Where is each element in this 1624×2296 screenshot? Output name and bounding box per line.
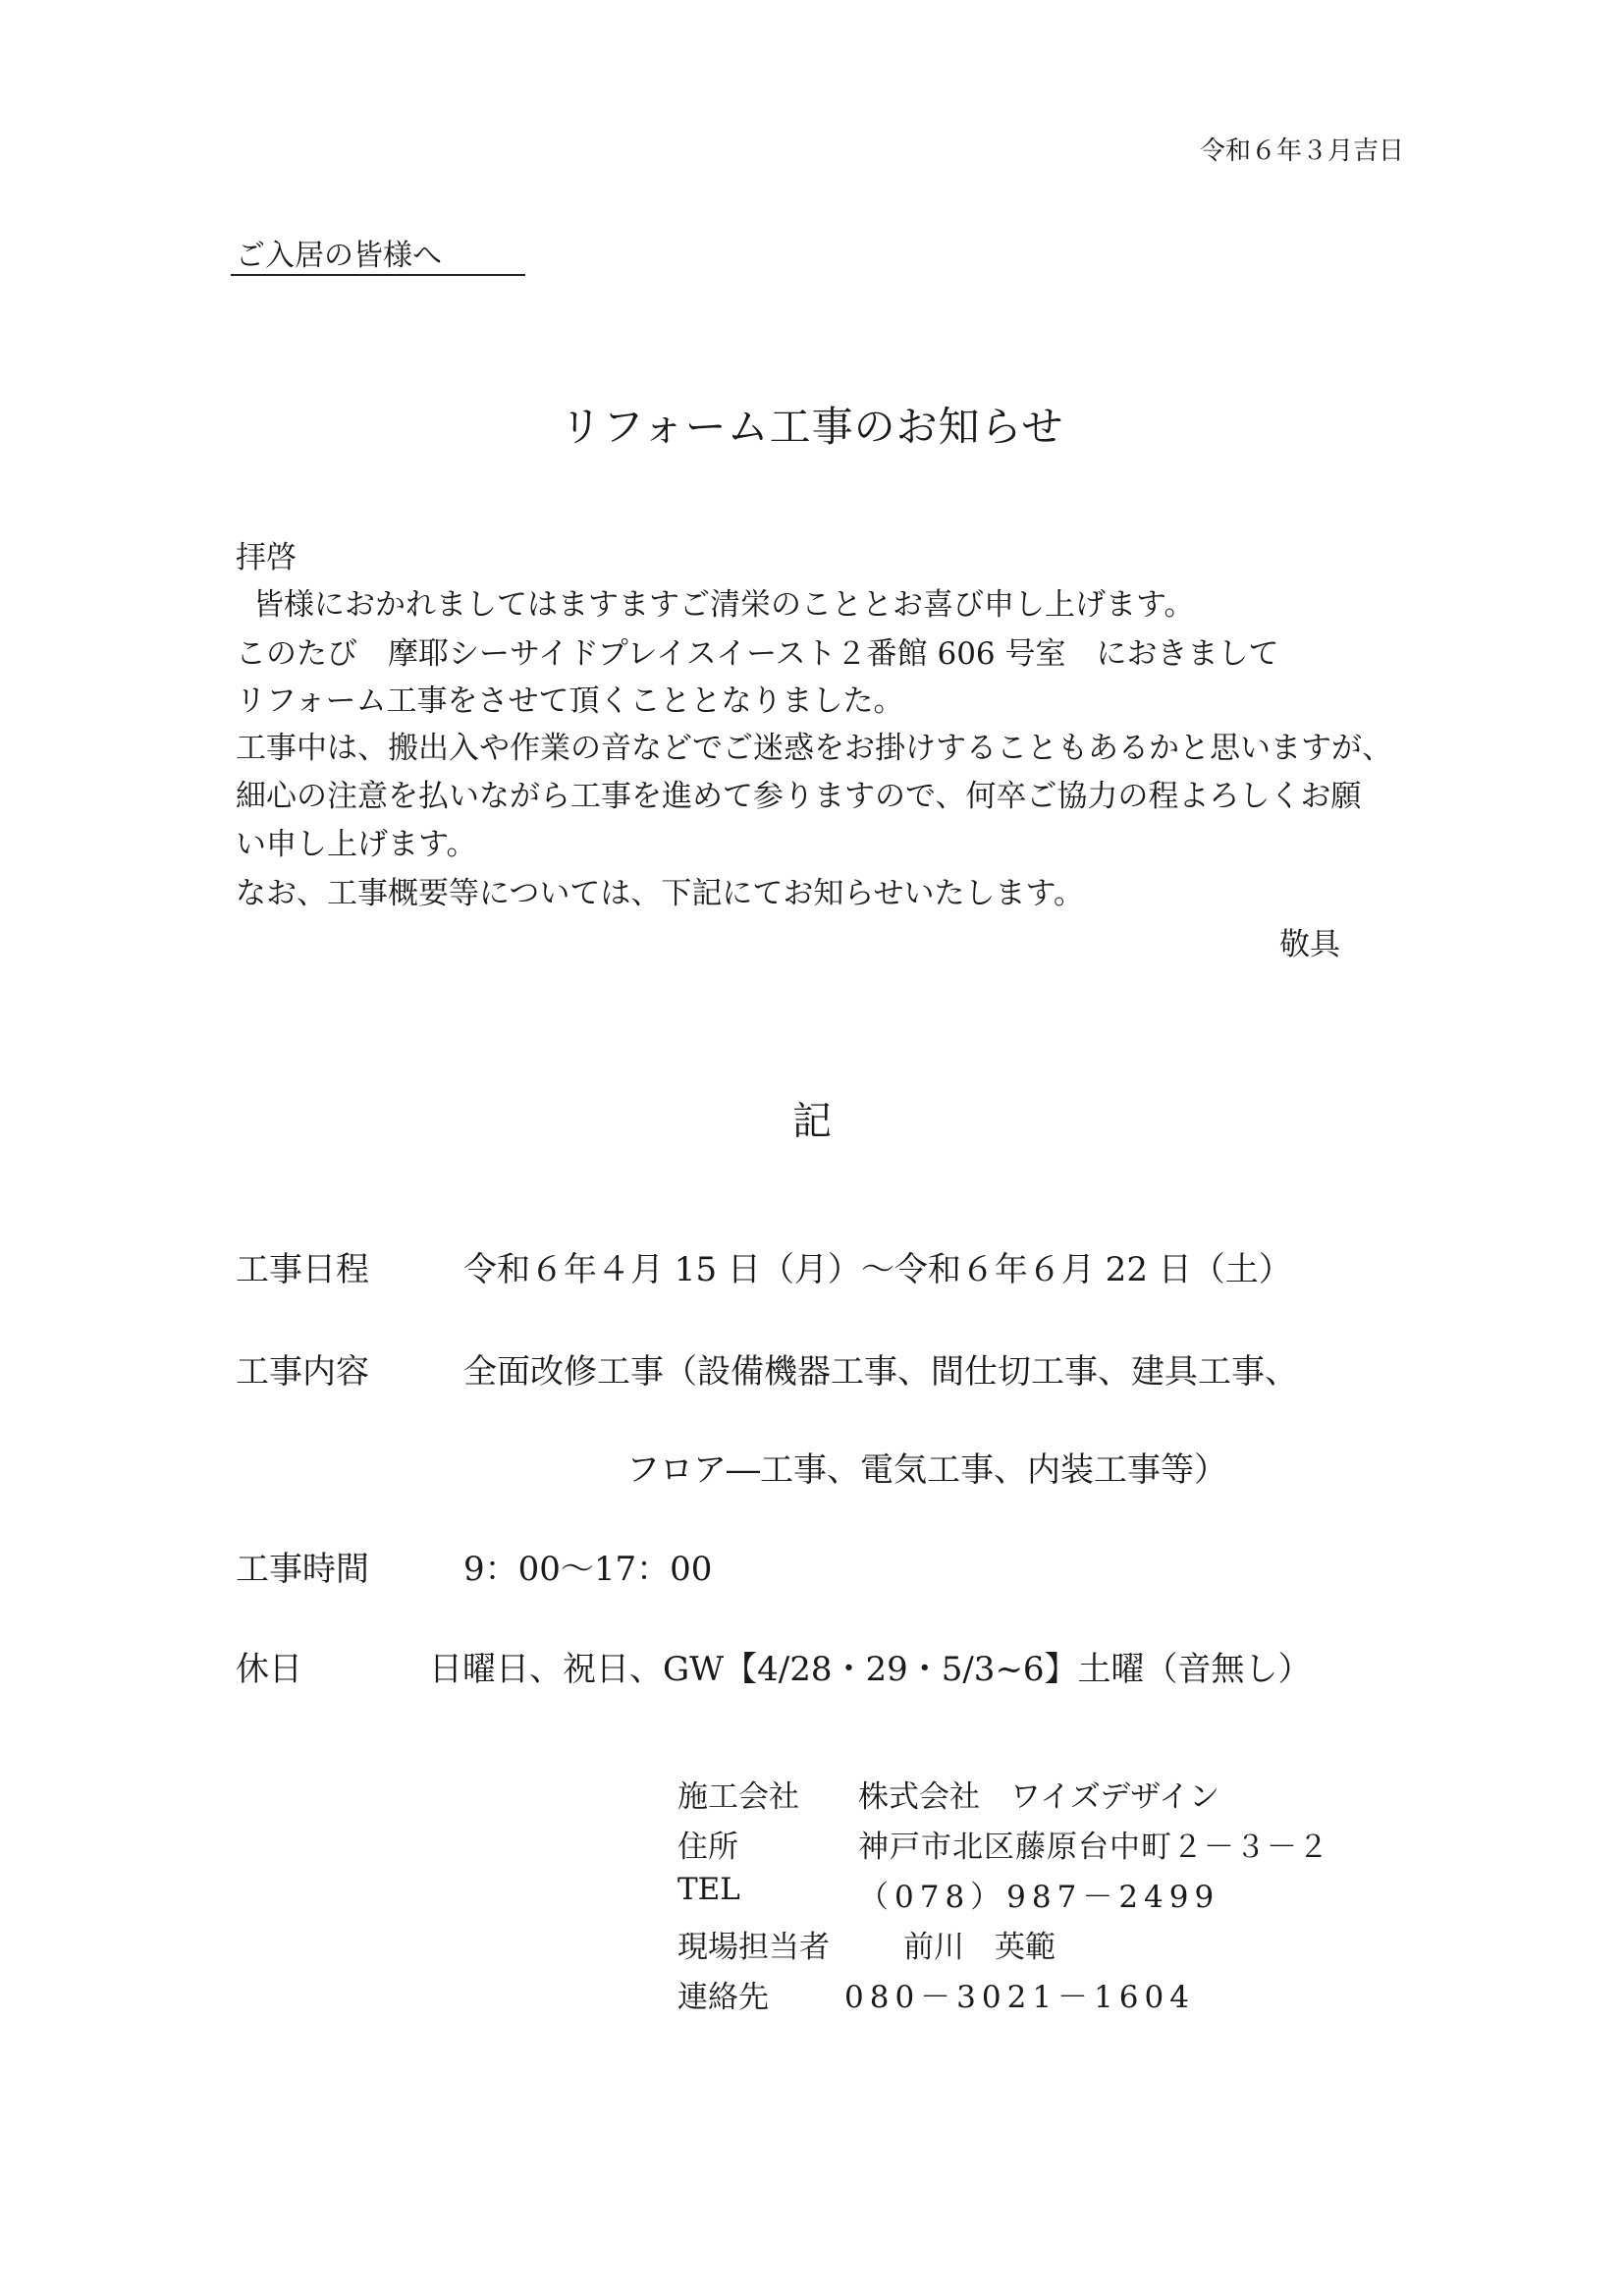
content-value-line-2: フロア―工事、電気工事、内装工事等） [626,1450,1227,1490]
site-manager-value: 前川 英範 [903,1930,1056,1965]
address-value: 神戸市北区藤原台中町２－３－２ [858,1830,1329,1865]
letter-closing: 敬具 [1279,927,1340,962]
recipient-underline [231,274,525,276]
tel-label: TEL [677,1872,740,1907]
document-title: リフォーム工事のお知らせ [560,403,1064,451]
letter-line-4: 工事中は、搬出入や作業の音などでご迷惑をお掛けすることもあるかと思いますが、 [236,731,1392,766]
holiday-label: 休日 [236,1650,302,1689]
letter-line-5: 細心の注意を払いながら工事を進めて参りますので、何卒ご協力の程よろしくお願 [236,779,1362,814]
schedule-value: 令和６年４月 15 日（月）～令和６年６月 22 日（土） [463,1250,1292,1289]
letter-line-1: 皆様におかれましてはますますご清栄のこととお喜び申し上げます。 [253,587,1195,623]
contact-value: 080－3021－1604 [844,1980,1195,2015]
holiday-value: 日曜日、祝日、GW【4/28・29・5/3~6】土曜（音無し） [429,1650,1312,1689]
tel-value: （078）987－2499 [858,1880,1220,1915]
letter-line-7: なお、工事概要等については、下記にてお知らせいたします。 [236,876,1084,911]
site-manager-label: 現場担当者 [677,1930,830,1965]
recipient-line-text: ご入居の皆様へ [236,239,442,273]
hours-label: 工事時間 [236,1550,369,1589]
contractor-value: 株式会社 ワイズデザイン [858,1779,1219,1815]
content-label: 工事内容 [236,1352,369,1392]
content-value-line-1: 全面改修工事（設備機器工事、間仕切工事、建具工事、 [463,1352,1298,1392]
address-label: 住所 [677,1830,738,1865]
letter-line-6: い申し上げます。 [236,827,477,862]
hours-value: 9：00～17：00 [463,1550,713,1589]
letter-line-2: このたび 摩耶シーサイドプレイスイースト２番館 606 号室 におきまして [236,636,1279,672]
contact-label: 連絡先 [677,1980,769,2015]
notice-heading-ki: 記 [792,1099,832,1144]
schedule-label: 工事日程 [236,1250,369,1289]
document-date: 令和６年３月吉日 [1199,137,1404,166]
letter-line-3: リフォーム工事をさせて頂くこととなりました。 [236,683,904,719]
letter-greeting: 拝啓 [236,540,297,575]
contractor-label: 施工会社 [677,1779,799,1815]
